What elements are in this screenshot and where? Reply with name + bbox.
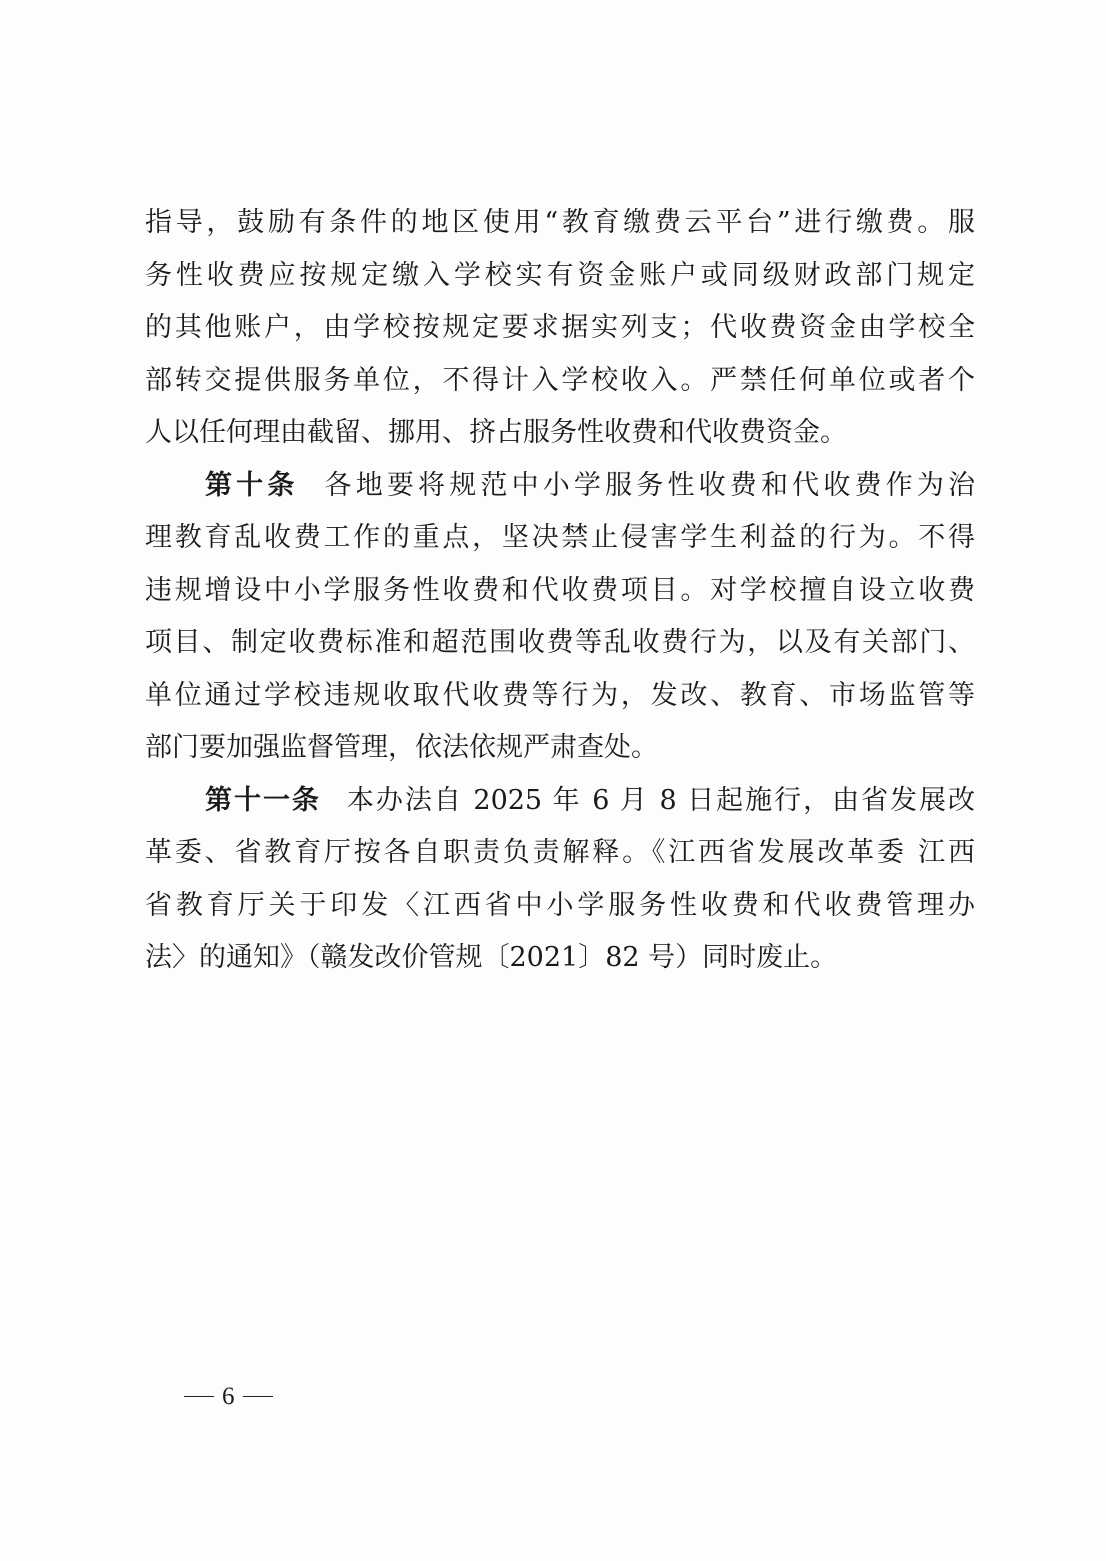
paragraph-line: 革委、省教育厅按各自职责负责解释。《江西省发展改革委 江西 [145, 837, 975, 868]
page-number-value: 6 [222, 1383, 235, 1410]
page-number-dash-left [184, 1396, 214, 1397]
paragraph-line: 项目、制定收费标准和超范围收费等乱收费行为，以及有关部门、 [145, 627, 975, 658]
paragraph-line: 部转交提供服务单位，不得计入学校收入。严禁任何单位或者个 [145, 364, 975, 396]
paragraph-line: 省教育厅关于印发〈江西省中小学服务性收费和代收费管理办 [145, 889, 975, 921]
article-11-text: 本办法自 2025 年 6 月 8 日起施行，由省发展改 [346, 784, 975, 816]
article-11-number: 第十一条 [205, 784, 321, 816]
paragraph-line: 单位通过学校违规收取代收费等行为，发改、教育、市场监管等 [145, 679, 975, 711]
article-10-text: 各地要将规范中小学服务性收费和代收费作为治 [324, 469, 976, 501]
article-10-first-line [145, 460, 975, 513]
document-body [145, 197, 975, 985]
paragraph-line: 指导，鼓励有条件的地区使用“教育缴费云平台”进行缴费。服 [145, 207, 975, 238]
page-number [176, 1382, 281, 1412]
page-number-dash-right [243, 1396, 273, 1397]
paragraph-line: 的其他账户，由学校按规定要求据实列支；代收费资金由学校全 [145, 312, 975, 343]
paragraph-line: 理教育乱收费工作的重点，坚决禁止侵害学生利益的行为。不得 [145, 522, 975, 553]
article-11-first-line [145, 775, 975, 828]
paragraph-line: 法〉的通知》（赣发改价管规〔2021〕82 号）同时废止。 [145, 942, 838, 973]
paragraph-line: 人以任何理由截留、挪用、挤占服务性收费和代收费资金。 [145, 417, 847, 448]
paragraph-line: 违规增设中小学服务性收费和代收费项目。对学校擅自设立收费 [145, 574, 975, 606]
paragraph-line: 部门要加强监督管理，依法依规严肃查处。 [145, 732, 658, 763]
paragraph-line: 务性收费应按规定缴入学校实有资金账户或同级财政部门规定 [145, 259, 975, 291]
article-10-number: 第十条 [205, 469, 299, 501]
